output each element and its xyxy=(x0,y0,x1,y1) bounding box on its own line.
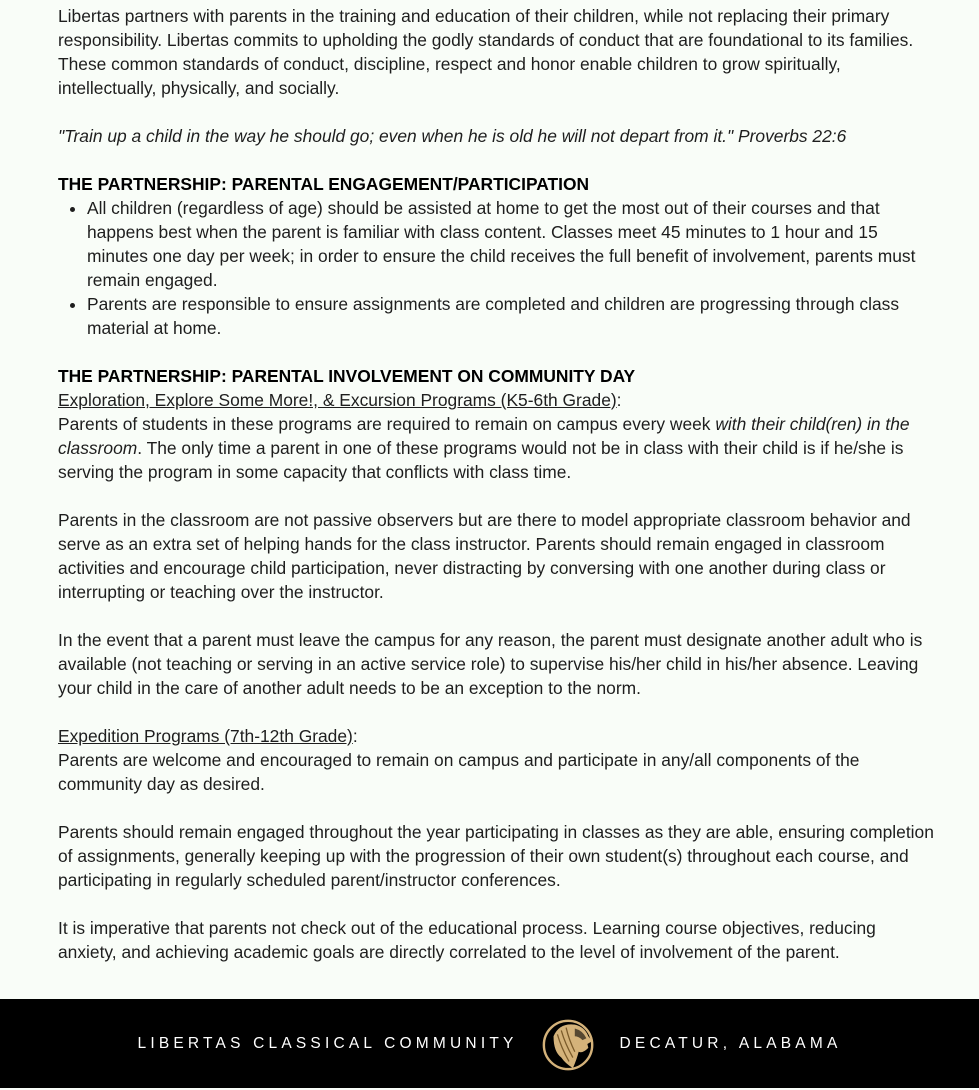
paragraph-engaged: Parents should remain engaged throughout the year participating in classes as they are able, ensuring completion of assignments, generally keeping up with the progression of their own student(s) throughout each course, and participating in regularly scheduled parent/instructor conferences. xyxy=(58,822,934,890)
engagement-list xyxy=(58,196,938,340)
section-heading-community-day: THE PARTNERSHIP: PARENTAL INVOLVEMENT ON COMMUNITY DAY xyxy=(58,366,636,386)
subheading-7-12 xyxy=(58,724,938,748)
subheading-text: Expedition Programs (7th-12th Grade) xyxy=(58,726,353,746)
paragraph-classroom: Parents in the classroom are not passive observers but are there to model appropriate classroom behavior and serve as an extra set of helping hands for the class instructor. Parents should remain engaged in classroom activities and encourage child participation, never distracting by conversing with one another during class or interrupting or teaching over the instructor. xyxy=(58,510,911,602)
colon: : xyxy=(352,726,358,746)
colon: : xyxy=(616,390,622,410)
text: Parents of students in these programs are required to remain on campus every week xyxy=(58,414,716,434)
paragraph-leave-campus: In the event that a parent must leave the campus for any reason, the parent must designate another adult who is available (not teaching or serving in an active service role) to supervise his/her child in his/her absence. Leaving your child in the care of another adult needs to be an exception to the norm. xyxy=(58,630,923,698)
lion-head-icon xyxy=(540,1015,598,1073)
text: . The only time a parent in one of these programs would not be in class with their child is if he/she is serving the program in some capacity that conflicts with class time. xyxy=(58,438,904,482)
italic-text: with their child(ren) in the classroom xyxy=(58,414,910,458)
footer-location: DECATUR, ALABAMA xyxy=(619,1034,842,1052)
paragraph-imperative: It is imperative that parents not check out of the educational process. Learning course objectives, reducing anxiety, and achieving academic goals are directly correlated to the level of involvement of the parent. xyxy=(58,918,876,962)
scripture-quote: "Train up a child in the way he should go; even when he is old he will not depart from it." Proverbs 22:6 xyxy=(58,126,847,146)
list-item: • Parents are responsible to ensure assignments are completed and children are progressing through class material at home. xyxy=(87,292,938,340)
subheading-k5-6 xyxy=(58,388,938,412)
footer-bar xyxy=(0,999,979,1088)
section-heading-engagement: THE PARTNERSHIP: PARENTAL ENGAGEMENT/PARTICIPATION xyxy=(58,174,590,194)
footer-organization: LIBERTAS CLASSICAL COMMUNITY xyxy=(137,1034,518,1052)
paragraph-welcome: Parents are welcome and encouraged to remain on campus and participate in any/all components of the community day as desired. xyxy=(58,750,860,794)
intro-paragraph: Libertas partners with parents in the training and education of their children, while not replacing their primary responsibility. Libertas commits to upholding the godly standards of conduct that are foundational to its families. These common standards of conduct, discipline, respect and honor enable children to grow spiritually, intellectually, physically, and socially. xyxy=(58,6,914,98)
paragraph-required xyxy=(58,412,938,484)
list-item: • All children (regardless of age) should be assisted at home to get the most out of their courses and that happens best when the parent is familiar with class content. Classes meet 45 minutes to 1 hour and 15 minutes one day per week; in order to ensure the child receives the full benefit of involvement, parents must remain engaged. xyxy=(87,196,938,292)
document-body xyxy=(58,4,938,988)
subheading-text: Exploration, Explore Some More!, & Excursion Programs (K5-6th Grade) xyxy=(58,390,617,410)
